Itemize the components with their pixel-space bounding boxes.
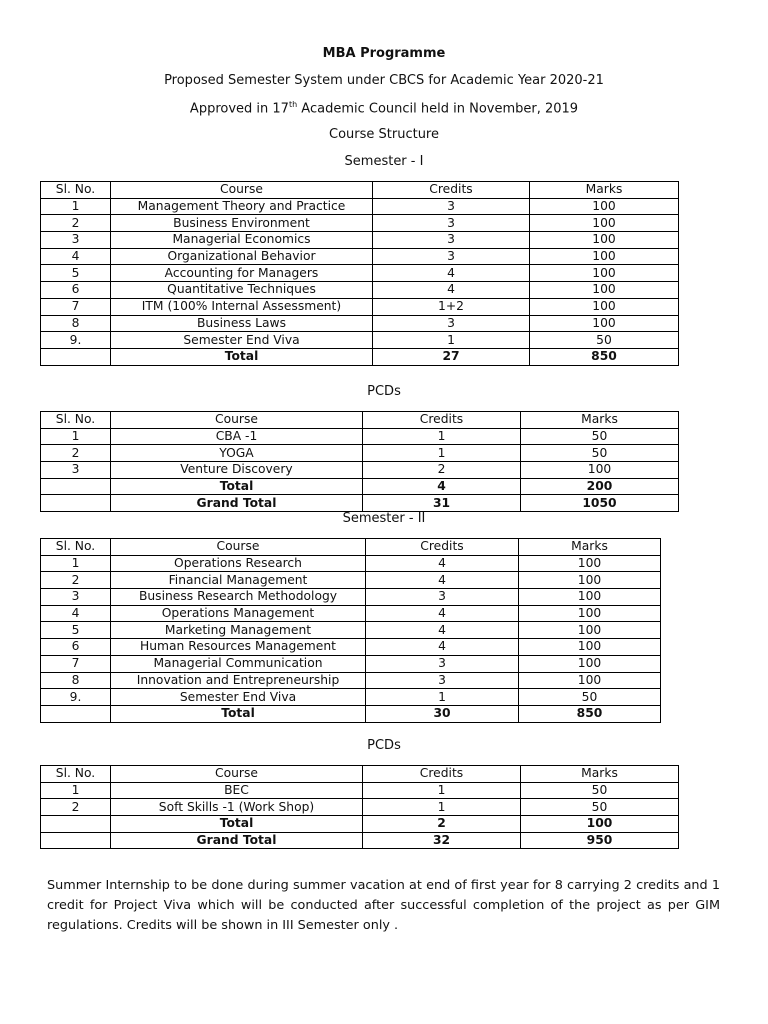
table-row [41,589,661,606]
cell-course: Soft Skills -1 (Work Shop) [111,799,363,816]
cell-course: Business Environment [111,215,373,232]
cell-credits: 3 [366,589,519,606]
cell-marks: 50 [519,689,661,706]
column-header-marks: Marks [530,182,679,199]
cell-credits: 3 [373,248,530,265]
cell-marks: 850 [530,348,679,365]
cell-course: Venture Discovery [111,462,363,479]
cell-sl-no: 2 [41,572,111,589]
header-row [41,766,679,783]
cell-course: Managerial Communication [111,655,366,672]
cell-credits: 32 [363,832,521,849]
semester-1-table [40,181,679,366]
table-row [41,655,661,672]
cell-marks: 100 [521,462,679,479]
cell-marks: 100 [521,816,679,833]
header-row [41,182,679,199]
cell-marks: 100 [530,298,679,315]
cell-credits: 4 [366,572,519,589]
cell-course: Accounting for Managers [111,265,373,282]
column-header-marks: Marks [521,412,679,429]
column-header-course: Course [111,182,373,199]
cell-credits: 30 [366,705,519,722]
approval-superscript: th [288,100,298,109]
total-row [41,705,661,722]
cell-course: Managerial Economics [111,232,373,249]
total-row [41,816,679,833]
cell-credits: 4 [366,605,519,622]
cell-sl-no [41,705,111,722]
table-row [41,799,679,816]
cell-course: Quantitative Techniques [111,282,373,299]
table-row [41,265,679,282]
cell-course: YOGA [111,445,363,462]
cell-sl-no: 4 [41,248,111,265]
cell-credits: 4 [366,622,519,639]
table-row [41,248,679,265]
column-header-sl-no: Sl. No. [41,766,111,783]
table-row [41,622,661,639]
cell-course: Human Resources Management [111,639,366,656]
column-header-credits: Credits [366,539,519,556]
cell-course: Total [111,478,363,495]
cell-course: Operations Management [111,605,366,622]
cell-course: Grand Total [111,495,363,512]
total-row [41,478,679,495]
cell-marks: 100 [519,605,661,622]
column-header-sl-no: Sl. No. [41,539,111,556]
cell-sl-no: 3 [41,232,111,249]
table-row [41,462,679,479]
cell-marks: 950 [521,832,679,849]
table-row [41,332,679,349]
column-header-course: Course [111,539,366,556]
cell-sl-no: 2 [41,445,111,462]
cell-sl-no: 4 [41,605,111,622]
table-row [41,445,679,462]
document-title: MBA Programme [322,46,446,61]
cell-sl-no: 8 [41,315,111,332]
cell-sl-no: 2 [41,215,111,232]
cell-credits: 31 [363,495,521,512]
table-row [41,232,679,249]
cell-marks: 50 [521,428,679,445]
cell-credits: 1 [366,689,519,706]
document-subtitle: Proposed Semester System under CBCS for Academic Year 2020-21 [164,73,604,88]
total-row [41,348,679,365]
cell-marks: 100 [519,672,661,689]
cell-sl-no: 8 [41,672,111,689]
cell-sl-no: 6 [41,282,111,299]
column-header-sl-no: Sl. No. [41,412,111,429]
cell-course: Business Laws [111,315,373,332]
approval-line [0,100,768,116]
table-row [41,672,661,689]
cell-marks: 100 [519,572,661,589]
cell-credits: 4 [366,639,519,656]
cell-marks: 850 [519,705,661,722]
pcds-1-table [40,411,679,512]
cell-marks: 50 [521,445,679,462]
cell-sl-no: 7 [41,655,111,672]
table-row [41,298,679,315]
cell-credits: 4 [373,282,530,299]
cell-credits: 2 [363,816,521,833]
semester-2-table [40,538,661,723]
cell-credits: 1 [373,332,530,349]
approval-text-start: Approved in 17 [189,101,289,117]
table-row [41,215,679,232]
cell-sl-no [41,348,111,365]
column-header-course: Course [111,412,363,429]
cell-course: BEC [111,782,363,799]
cell-sl-no: 1 [41,555,111,572]
semester-1-heading: Semester - I [344,154,424,169]
cell-sl-no: 1 [41,428,111,445]
cell-credits: 3 [373,215,530,232]
cell-marks: 50 [521,782,679,799]
cell-course: Total [111,705,366,722]
cell-sl-no: 5 [41,622,111,639]
cell-credits: 3 [366,655,519,672]
table-row [41,572,661,589]
column-header-sl-no: Sl. No. [41,182,111,199]
cell-course: Marketing Management [111,622,366,639]
column-header-course: Course [111,766,363,783]
cell-credits: 1 [363,782,521,799]
cell-credits: 3 [373,198,530,215]
cell-credits: 4 [373,265,530,282]
cell-credits: 1 [363,445,521,462]
table-row [41,555,661,572]
table-row [41,198,679,215]
grand-total-row [41,832,679,849]
cell-sl-no [41,816,111,833]
table-row [41,639,661,656]
cell-marks: 1050 [521,495,679,512]
internship-note: Summer Internship to be done during summer vacation at end of first year for 8 carrying 2 credits and 1 credit for Project Viva which will be conducted after successful completion of the project as per GIM regulations. Credits will be shown in III Semester only . [47,878,720,933]
approval-text-end: Academic Council held in November, 2019 [297,101,579,117]
cell-marks: 100 [530,248,679,265]
cell-credits: 1 [363,428,521,445]
cell-sl-no [41,832,111,849]
column-header-credits: Credits [373,182,530,199]
cell-marks: 100 [530,282,679,299]
cell-sl-no: 6 [41,639,111,656]
column-header-marks: Marks [521,766,679,783]
cell-sl-no: 9. [41,689,111,706]
cell-sl-no: 7 [41,298,111,315]
cell-marks: 100 [519,589,661,606]
header-row [41,539,661,556]
cell-credits: 4 [363,478,521,495]
table-row [41,428,679,445]
cell-marks: 100 [530,265,679,282]
table-row [41,282,679,299]
cell-credits: 3 [366,672,519,689]
cell-sl-no: 3 [41,589,111,606]
cell-sl-no: 1 [41,782,111,799]
cell-credits: 1+2 [373,298,530,315]
cell-course: ITM (100% Internal Assessment) [111,298,373,315]
cell-course: Semester End Viva [111,332,373,349]
table-row [41,315,679,332]
course-structure-heading: Course Structure [329,127,439,142]
cell-credits: 3 [373,315,530,332]
cell-marks: 100 [519,639,661,656]
pcds-2-heading: PCDs [367,738,401,753]
cell-course: Innovation and Entrepreneurship [111,672,366,689]
cell-sl-no: 3 [41,462,111,479]
cell-marks: 100 [530,232,679,249]
cell-sl-no [41,495,111,512]
column-header-credits: Credits [363,766,521,783]
cell-course: Total [111,816,363,833]
column-header-marks: Marks [519,539,661,556]
cell-credits: 27 [373,348,530,365]
cell-course: Operations Research [111,555,366,572]
table-row [41,782,679,799]
cell-sl-no: 1 [41,198,111,215]
cell-credits: 3 [373,232,530,249]
cell-course: Total [111,348,373,365]
cell-marks: 100 [519,655,661,672]
cell-sl-no: 9. [41,332,111,349]
cell-marks: 100 [519,555,661,572]
cell-course: Semester End Viva [111,689,366,706]
cell-course: Organizational Behavior [111,248,373,265]
cell-credits: 2 [363,462,521,479]
cell-marks: 200 [521,478,679,495]
cell-credits: 1 [363,799,521,816]
cell-marks: 50 [521,799,679,816]
cell-sl-no: 5 [41,265,111,282]
table-row [41,605,661,622]
cell-marks: 100 [530,215,679,232]
cell-course: Management Theory and Practice [111,198,373,215]
cell-course: CBA -1 [111,428,363,445]
cell-course: Financial Management [111,572,366,589]
cell-marks: 50 [530,332,679,349]
column-header-credits: Credits [363,412,521,429]
pcds-2-table [40,765,679,849]
cell-sl-no: 2 [41,799,111,816]
cell-marks: 100 [530,198,679,215]
table-row [41,689,661,706]
pcds-1-heading: PCDs [367,384,401,399]
cell-course: Grand Total [111,832,363,849]
cell-sl-no [41,478,111,495]
cell-marks: 100 [519,622,661,639]
grand-total-row [41,495,679,512]
cell-marks: 100 [530,315,679,332]
semester-2-heading: Semester - II [342,511,426,526]
cell-credits: 4 [366,555,519,572]
header-row [41,412,679,429]
cell-course: Business Research Methodology [111,589,366,606]
